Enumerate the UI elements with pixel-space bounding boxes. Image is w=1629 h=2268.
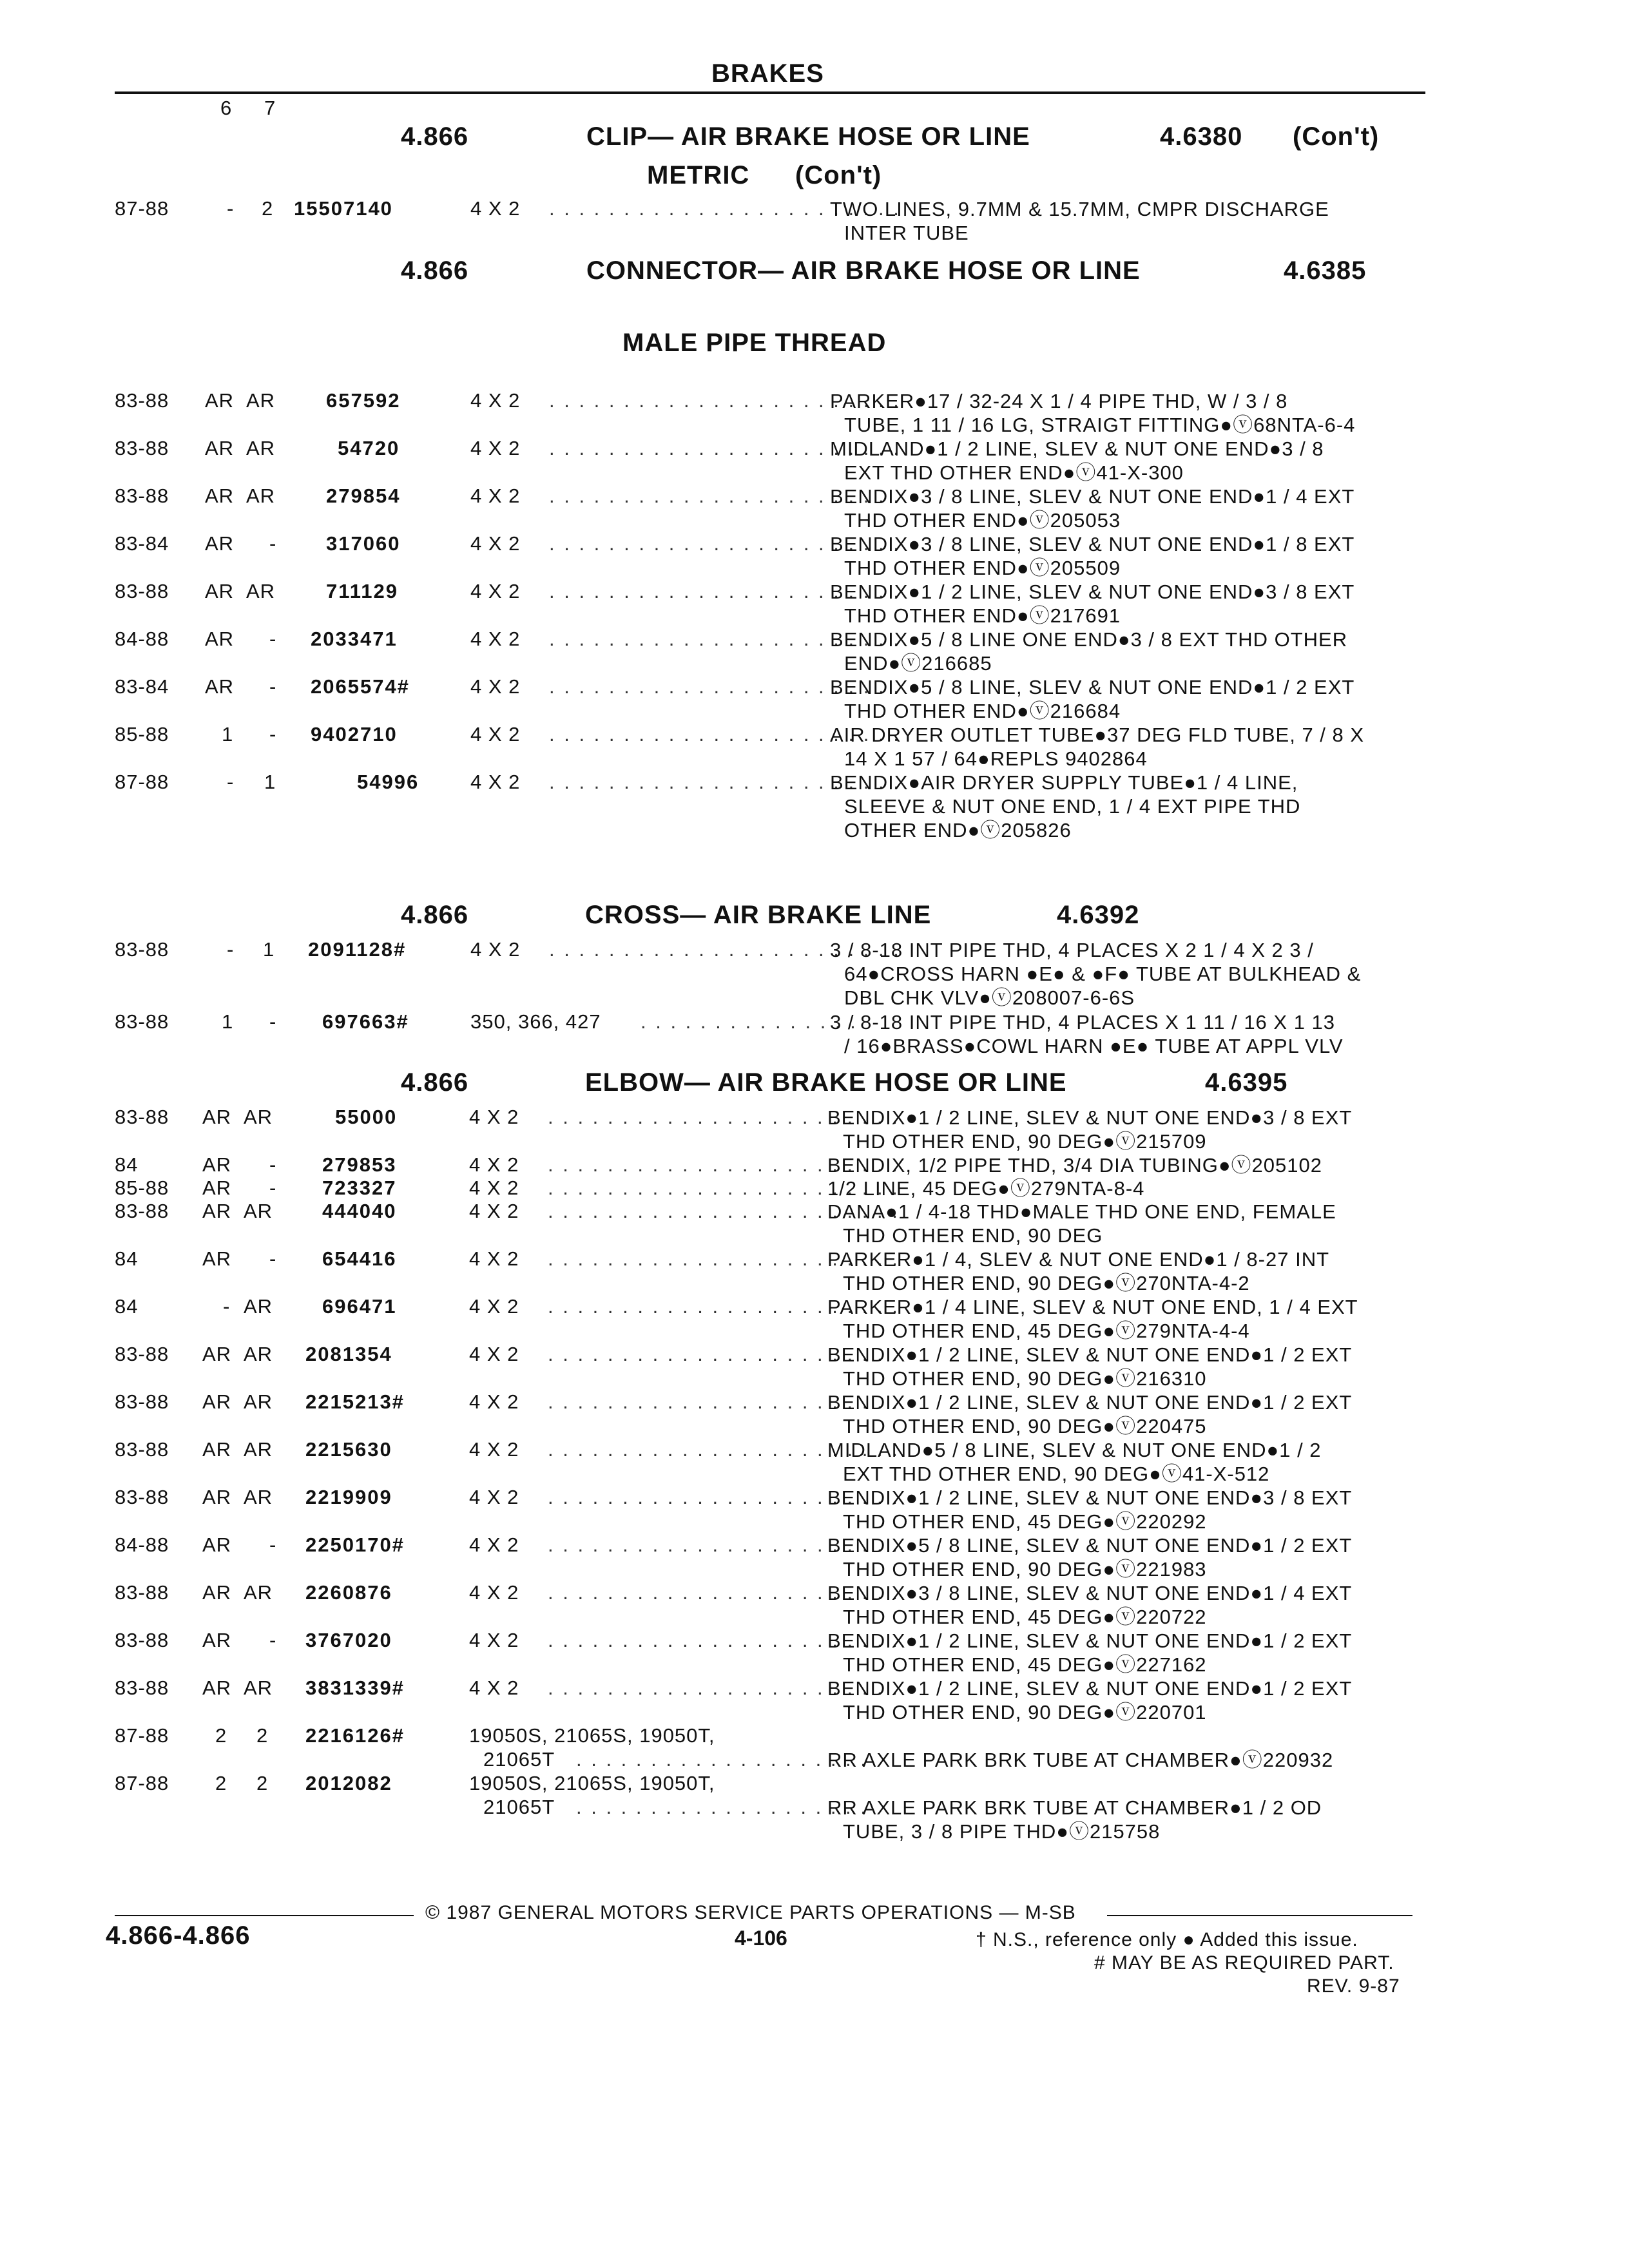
- footer-rule-left: [115, 1915, 414, 1916]
- row-description: THD OTHER END●ⓥ216684: [844, 700, 1121, 722]
- footer-page-number: 4-106: [735, 1927, 787, 1950]
- row-qty-6: AR: [202, 1177, 232, 1199]
- row-part-number: 2216126#: [305, 1724, 405, 1747]
- row-description: AIR DRYER OUTLET TUBE●37 DEG FLD TUBE, 7 / 8 X: [830, 724, 1365, 746]
- row-model: 4 X 2: [469, 1486, 519, 1508]
- footer-rule-right: [1107, 1915, 1412, 1916]
- row-description: THD OTHER END, 45 DEG●ⓥ220722: [843, 1606, 1207, 1628]
- row-part-number: 2091128#: [308, 938, 407, 961]
- row-description: BENDIX●5 / 8 LINE, SLEV & NUT ONE END●1 / 2 EXT: [830, 676, 1355, 698]
- row-description: THD OTHER END, 45 DEG●ⓥ227162: [843, 1653, 1207, 1676]
- footer-revision: REV. 9-87: [1307, 1975, 1400, 1997]
- row-description: RR AXLE PARK BRK TUBE AT CHAMBER●ⓥ220932: [827, 1749, 1334, 1771]
- row-description: INTER TUBE: [844, 222, 969, 244]
- row-years: 83-88: [115, 1581, 169, 1604]
- row-part-number: 2081354: [305, 1343, 392, 1365]
- row-qty-6: 1: [222, 1010, 234, 1033]
- row-qty-7: -: [269, 723, 277, 745]
- row-qty-6: AR: [202, 1438, 232, 1461]
- row-years: 83-88: [115, 938, 169, 961]
- row-qty-6: AR: [205, 675, 235, 698]
- row-years: 84: [115, 1153, 139, 1176]
- row-part-number: 2215630: [305, 1438, 392, 1461]
- row-qty-6: AR: [202, 1200, 232, 1222]
- row-description: THD OTHER END, 90 DEG●ⓥ220475: [843, 1415, 1207, 1437]
- row-qty-7: -: [269, 1153, 277, 1176]
- row-qty-7: AR: [244, 1486, 273, 1508]
- row-part-number: 2065574#: [311, 675, 410, 698]
- row-part-number: 54996: [357, 771, 419, 793]
- row-qty-7: 1: [264, 771, 276, 793]
- row-part-number: 3831339#: [305, 1677, 405, 1699]
- row-description: TWO LINES, 9.7MM & 15.7MM, CMPR DISCHARGE: [830, 198, 1329, 220]
- row-qty-6: 1: [222, 723, 234, 745]
- footer-legend-note: † N.S., reference only ● Added this issue.: [976, 1929, 1358, 1950]
- row-qty-6: AR: [202, 1343, 232, 1365]
- row-model: 4 X 2: [469, 1247, 519, 1270]
- row-qty-7: AR: [246, 485, 276, 507]
- row-model: 4 X 2: [470, 532, 521, 555]
- row-qty-6: AR: [205, 437, 235, 459]
- row-qty-6: AR: [202, 1247, 232, 1270]
- row-model: 4 X 2: [470, 437, 521, 459]
- row-part-number: 3767020: [305, 1629, 392, 1651]
- row-years: 83-88: [115, 1438, 169, 1461]
- row-model: 4 X 2: [470, 771, 521, 793]
- row-part-number: 444040: [322, 1200, 397, 1222]
- row-model: 4 X 2: [469, 1295, 519, 1318]
- row-part-number: 279853: [322, 1153, 397, 1176]
- row-model: 19050S, 21065S, 19050T,: [469, 1724, 715, 1747]
- row-model: 4 X 2: [469, 1629, 519, 1651]
- row-description: BENDIX●1 / 2 LINE, SLEV & NUT ONE END●3 / 8 EXT: [827, 1106, 1353, 1129]
- row-description: END●ⓥ216685: [844, 652, 992, 675]
- row-part-number: 317060: [326, 532, 401, 555]
- row-description: EXT THD OTHER END●ⓥ41-X-300: [844, 461, 1184, 484]
- catalog-page: BRAKES 6 7 4.866 CLIP— AIR BRAKE HOSE OR LINE 4.6380 (Con't) METRIC (Con't) 87-88 - 2 15507140 4 X 2 . . . . . . . . . . . . . . . . . . . . . . . . TWO LINES, 9.7MM & 15.7MM, CMPR DISCHARGE INTER TUBE 4.866 CONNECTOR— AIR BRAKE HOSE OR LINE 4.6385 MALE PIPE THREAD 83-88 AR AR 657592 4 X 2 . . . . . . . . . . . . . . . . . . . . . . . . PARKER●17 / 32-24 X 1 / 4 PIPE THD, W / 3 / 8 TUBE, 1 11 / 16 LG, STRAIGT FITTING●ⓥ68NTA-6-4 83-88 AR AR 54720 4 X 2 . . . . . . . . . . . . . . . . . . . . . . . . MIDLAND●1 / 2 LINE, SLEV & NUT ONE END●3 / 8 EXT THD OTHER END●ⓥ41-X-300 83-88 AR AR 279854 4 X 2 . . . . . . . . . . . . . . . . . . . . . . . . BENDIX●3 / 8 LINE, SLEV & NUT ONE END●1 / 4 EXT THD OTHER END●ⓥ205053 83-84 AR - 317060 4 X 2 . . . . . . . . . . . . . . . . . . . . . . . . BENDIX●3 / 8 LINE, SLEV & NUT ONE END●1 / 8 EXT THD OTHER END●ⓥ205509 83-88 AR AR 711129 4 X 2 . . . . . . . . . . . . . . . . . . . . . . . . BENDIX●1 / 2 LINE, SLEV & NUT ONE END●3 / 8 EXT THD OTHER END●ⓥ217691 84-88 AR - 2033471 4 X 2 . . . . . . . . . . . . . . . . . . . . . . . . BENDIX●5 / 8 LINE ONE END●3 / 8 EXT THD OTHER END●ⓥ216685 83-84 AR - 2065574# 4 X 2 . . . . . . . . . . . . . . . . . . . . . . . . BENDIX●5 / 8 LINE, SLEV & NUT ONE END●1 / 2 EXT THD OTHER END●ⓥ216684 85-88 1 - 9402710 4 X 2 . . . . . . . . . . . . . . . . . . . . . . . . AIR DRYER OUTLET TUBE●37 DEG FLD TUBE, 7 / 8 X 14 X 1 57 / 64●REPLS 9402864 87-88 - 1 54996 4 X 2 . . . . . . . . . . . . . . . . . . . . . . . . BENDIX●AIR DRYER SUPPLY TUBE●1 / 4 LINE, SLEEVE & NUT ONE END, 1 / 4 EXT PIPE THD OTHER END●ⓥ205826 4.866 CROSS— AIR BRAKE LINE 4.6392 83-88 - 1 2091128# 4 X 2 . . . . . . . . . . . . . . . . . . . . . . . . 3 / 8-18 INT PIPE THD, 4 PLACES X 2 1 / 4 X 2 3 / 64●CROSS HARN ●E● & ●F● TUBE AT BULKHEAD & DBL CHK VLV●ⓥ208007-6-6S 83-88 1 - 697663# 350, 366, 427 . . . . . . . . . . . . . . . 3 / 8-18 INT PIPE THD, 4 PLACES X 1 11 / 16 X 1 13 / 16●BRASS●COWL HARN ●E● TUBE AT APPL VLV 4.866 ELBOW— AIR BRAKE HOSE OR LINE 4.6395 83-88 AR AR 55000 4 X 2 . . . . . . . . . . . . . . . . . . . . . . . . BENDIX●1 / 2 LINE, SLEV & NUT ONE END●3 / 8 EXT THD OTHER END, 90 DEG●ⓥ215709 84 AR - 279853 4 X 2 . . . . . . . . . . . . . . . . . . . . . . . . BENDIX, 1/2 PIPE THD, 3/4 DIA TUBING●ⓥ205102 85-88 AR - 723327 4 X 2 . . . . . . . . . . . . . . . . . . . . . . . . 1/2 LINE, 45 DEG●ⓥ279NTA-8-4 83-88 AR AR 444040 4 X 2 . . . . . . . . . . . . . . . . . . . . . . . . DANA●1 / 4-18 THD●MALE THD ONE END, FEMALE THD OTHER END, 90 DEG 84 AR - 654416 4 X 2 . . . . . . . . . . . . . . . . . . . . . . . . PARKER●1 / 4, SLEV & NUT ONE END●1 / 8-27 INT THD OTHER END, 90 DEG●ⓥ270NTA-4-2 84 - AR 696471 4 X 2 . . . . . . . . . . . . . . . . . . . . . . . . PARKER●1 / 4 LINE, SLEV & NUT ONE END, 1 / 4 EXT THD OTHER END, 45 DEG●ⓥ279NTA-4-4 83-88 AR AR 2081354 4 X 2 . . . . . . . . . . . . . . . . . . . . . . . . BENDIX●1 / 2 LINE, SLEV & NUT ONE END●1 / 2 EXT THD OTHER END, 90 DEG●ⓥ216310 83-88 AR AR 2215213# 4 X 2 . . . . . . . . . . . . . . . . . . . . . . . . BENDIX●1 / 2 LINE, SLEV & NUT ONE END●1 / 2 EXT THD OTHER END, 90 DEG●ⓥ220475 83-88 AR AR 2215630 4 X 2 . . . . . . . . . . . . . . . . . . . . . . . . MIDLAND●5 / 8 LINE, SLEV & NUT ONE END●1 / 2 EXT THD OTHER END, 90 DEG●ⓥ41-X-512 83-88 AR AR 2219909 4 X 2 . . . . . . . . . . . . . . . . . . . . . . . . BENDIX●1 / 2 LINE, SLEV & NUT ONE END●3 / 8 EXT THD OTHER END, 45 DEG●ⓥ220292 84-88 AR - 2250170# 4 X 2 . . . . . . . . . . . . . . . . . . . . . . . . BENDIX●5 / 8 LINE, SLEV & NUT ONE END●1 / 2 EXT THD OTHER END, 90 DEG●ⓥ221983 83-88 AR AR 2260876 4 X 2 . . . . . . . . . . . . . . . . . . . . . . . . BENDIX●3 / 8 LINE, SLEV & NUT ONE END●1 / 4 EXT THD OTHER END, 45 DEG●ⓥ220722 83-88 AR - 3767020 4 X 2 . . . . . . . . . . . . . . . . . . . . . . . . BENDIX●1 / 2 LINE, SLEV & NUT ONE END●1 / 2 EXT THD OTHER END, 45 DEG●ⓥ227162 83-88 AR AR 3831339# 4 X 2 . . . . . . . . . . . . . . . . . . . . . . . . BENDIX●1 / 2 LINE, SLEV & NUT ONE END●1 / 2 EXT THD OTHER END, 90 DEG●ⓥ220701 87-88 2 2 2216126# 19050S, 21065S, 19050T, 21065T . . . . . . . . . . . . . . . . . . . . RR AXLE PARK BRK TUBE AT CHAMBER●ⓥ220932 87-88 2 2 2012082 19050S, 21065S, 19050T, 21065T . . . . . . . . . . . . . . . . . . . . RR AXLE PARK BRK TUBE AT CHAMBER●1 / 2 OD TUBE, 3 / 8 PIPE THD●ⓥ215758 © 1987 GENERAL MOTORS SERVICE PARTS OPERATIONS — M-SB 4.866-4.866 4-106 † N.S., reference only ● Added this issue. # MAY BE AS REQUIRED PART. REV. 9-87: [0, 0, 1629, 2268]
- row-qty-6: -: [227, 197, 235, 220]
- row-qty-7: -: [269, 1177, 277, 1199]
- row-qty-7: 2: [256, 1724, 269, 1747]
- row-qty-6: AR: [205, 580, 235, 602]
- row-qty-7: AR: [244, 1438, 273, 1461]
- row-model: 4 X 2: [469, 1581, 519, 1604]
- row-years: 87-88: [115, 771, 169, 793]
- row-model: 21065T: [483, 1796, 555, 1818]
- row-years: 85-88: [115, 723, 169, 745]
- row-qty-7: -: [269, 675, 277, 698]
- row-description: 64●CROSS HARN ●E● & ●F● TUBE AT BULKHEAD &: [844, 963, 1362, 985]
- row-qty-6: AR: [202, 1533, 232, 1556]
- row-description: THD OTHER END, 45 DEG●ⓥ220292: [843, 1510, 1207, 1533]
- row-part-number: 279854: [326, 485, 401, 507]
- row-years: 83-88: [115, 389, 169, 412]
- row-description: BENDIX●1 / 2 LINE, SLEV & NUT ONE END●1 / 2 EXT: [827, 1391, 1353, 1414]
- row-description: PARKER●17 / 32-24 X 1 / 4 PIPE THD, W / 3 / 8: [830, 390, 1288, 412]
- row-part-number: 54720: [338, 437, 400, 459]
- row-years: 85-88: [115, 1177, 169, 1199]
- row-years: 83-88: [115, 437, 169, 459]
- section-code: 4.6385: [1284, 256, 1367, 285]
- row-qty-7: AR: [244, 1200, 273, 1222]
- row-description: 14 X 1 57 / 64●REPLS 9402864: [844, 747, 1148, 770]
- section-code: 4.6395: [1205, 1068, 1288, 1097]
- row-description: THD OTHER END●ⓥ217691: [844, 604, 1121, 627]
- row-description: MIDLAND●5 / 8 LINE, SLEV & NUT ONE END●1 / 2: [827, 1439, 1322, 1461]
- col-header-7: 7: [264, 97, 276, 119]
- row-model: 4 X 2: [469, 1438, 519, 1461]
- row-qty-7: AR: [244, 1106, 273, 1128]
- row-qty-6: 2: [215, 1724, 227, 1747]
- row-model: 4 X 2: [470, 580, 521, 602]
- row-model: 4 X 2: [470, 628, 521, 650]
- row-description: BENDIX●1 / 2 LINE, SLEV & NUT ONE END●3 / 8 EXT: [827, 1486, 1353, 1509]
- section-title: CLIP— AIR BRAKE HOSE OR LINE: [586, 122, 1030, 151]
- row-qty-6: AR: [202, 1486, 232, 1508]
- row-qty-7: AR: [244, 1581, 273, 1604]
- row-part-number: 9402710: [311, 723, 398, 745]
- row-years: 87-88: [115, 197, 169, 220]
- row-description: BENDIX●3 / 8 LINE, SLEV & NUT ONE END●1 / 4 EXT: [827, 1582, 1353, 1604]
- row-description: THD OTHER END●ⓥ205509: [844, 557, 1121, 579]
- row-description: PARKER●1 / 4 LINE, SLEV & NUT ONE END, 1 / 4 EXT: [827, 1296, 1358, 1318]
- row-qty-7: 1: [263, 938, 275, 961]
- row-years: 84: [115, 1247, 139, 1270]
- footer-legend-note: # MAY BE AS REQUIRED PART.: [1094, 1952, 1394, 1974]
- row-qty-7: 2: [256, 1772, 269, 1794]
- row-qty-6: AR: [202, 1390, 232, 1413]
- row-years: 84: [115, 1295, 139, 1318]
- row-description: BENDIX●1 / 2 LINE, SLEV & NUT ONE END●3 / 8 EXT: [830, 581, 1355, 603]
- section-title: CONNECTOR— AIR BRAKE HOSE OR LINE: [586, 256, 1141, 285]
- row-model: 4 X 2: [470, 389, 521, 412]
- row-part-number: 2215213#: [305, 1390, 405, 1413]
- row-years: 83-88: [115, 1010, 169, 1033]
- row-qty-7: AR: [244, 1390, 273, 1413]
- row-description: BENDIX●AIR DRYER SUPPLY TUBE●1 / 4 LINE,: [830, 771, 1298, 794]
- row-description: TUBE, 3 / 8 PIPE THD●ⓥ215758: [843, 1820, 1161, 1843]
- row-description: DBL CHK VLV●ⓥ208007-6-6S: [844, 986, 1135, 1009]
- row-qty-7: -: [269, 1629, 277, 1651]
- row-description: THD OTHER END, 90 DEG●ⓥ215709: [843, 1130, 1207, 1153]
- row-description: / 16●BRASS●COWL HARN ●E● TUBE AT APPL VLV: [844, 1035, 1344, 1057]
- row-description: 1/2 LINE, 45 DEG●ⓥ279NTA-8-4: [827, 1177, 1145, 1200]
- footer-copyright: © 1987 GENERAL MOTORS SERVICE PARTS OPERATIONS — M-SB: [425, 1902, 1076, 1923]
- row-description: EXT THD OTHER END, 90 DEG●ⓥ41-X-512: [843, 1463, 1270, 1485]
- row-years: 83-88: [115, 1390, 169, 1413]
- footer-section-range: 4.866-4.866: [106, 1921, 251, 1950]
- row-model: 4 X 2: [470, 938, 521, 961]
- row-model: 4 X 2: [469, 1200, 519, 1222]
- row-description: BENDIX●1 / 2 LINE, SLEV & NUT ONE END●1 / 2 EXT: [827, 1343, 1353, 1366]
- row-years: 83-88: [115, 485, 169, 507]
- row-description: SLEEVE & NUT ONE END, 1 / 4 EXT PIPE THD: [844, 795, 1301, 818]
- row-years: 83-88: [115, 1629, 169, 1651]
- row-description: BENDIX●3 / 8 LINE, SLEV & NUT ONE END●1 / 8 EXT: [830, 533, 1355, 555]
- row-part-number: 697663#: [322, 1010, 409, 1033]
- section-group-number: 4.866: [401, 122, 469, 151]
- row-part-number: 2219909: [305, 1486, 392, 1508]
- row-years: 84-88: [115, 628, 169, 650]
- subsection-continued: (Con't): [795, 161, 882, 189]
- row-qty-6: AR: [202, 1153, 232, 1176]
- subsection-title: METRIC: [647, 161, 750, 189]
- row-description: BENDIX●1 / 2 LINE, SLEV & NUT ONE END●1 / 2 EXT: [827, 1629, 1353, 1652]
- row-qty-7: -: [269, 1010, 277, 1033]
- section-continued: (Con't): [1293, 122, 1380, 151]
- row-qty-6: AR: [205, 485, 235, 507]
- row-qty-6: -: [223, 1295, 231, 1318]
- section-code: 4.6392: [1057, 901, 1140, 929]
- row-description: THD OTHER END●ⓥ205053: [844, 509, 1121, 532]
- section-group-number: 4.866: [401, 256, 469, 285]
- row-qty-7: AR: [246, 389, 276, 412]
- row-description: THD OTHER END, 90 DEG●ⓥ270NTA-4-2: [843, 1272, 1250, 1294]
- row-qty-7: AR: [244, 1295, 273, 1318]
- row-qty-7: AR: [246, 437, 276, 459]
- row-description: THD OTHER END, 90 DEG●ⓥ221983: [843, 1558, 1207, 1581]
- row-description: BENDIX●3 / 8 LINE, SLEV & NUT ONE END●1 / 4 EXT: [830, 485, 1355, 508]
- row-years: 87-88: [115, 1724, 169, 1747]
- row-part-number: 657592: [326, 389, 401, 412]
- row-qty-6: AR: [202, 1629, 232, 1651]
- row-part-number: 2033471: [311, 628, 398, 650]
- page-title: BRAKES: [711, 59, 824, 88]
- row-years: 87-88: [115, 1772, 169, 1794]
- row-years: 83-88: [115, 1106, 169, 1128]
- row-description: RR AXLE PARK BRK TUBE AT CHAMBER●1 / 2 OD: [827, 1796, 1322, 1819]
- section-group-number: 4.866: [401, 1068, 469, 1097]
- row-qty-6: -: [227, 938, 235, 961]
- row-model: 4 X 2: [469, 1533, 519, 1556]
- section-title: ELBOW— AIR BRAKE HOSE OR LINE: [585, 1068, 1067, 1097]
- row-description: THD OTHER END, 90 DEG●ⓥ216310: [843, 1367, 1207, 1390]
- row-model: 4 X 2: [469, 1677, 519, 1699]
- row-description: PARKER●1 / 4, SLEV & NUT ONE END●1 / 8-27 INT: [827, 1248, 1330, 1271]
- row-model: 4 X 2: [469, 1177, 519, 1199]
- row-model: 4 X 2: [470, 723, 521, 745]
- row-part-number: 2260876: [305, 1581, 392, 1604]
- row-qty-7: -: [269, 532, 277, 555]
- row-description: 3 / 8-18 INT PIPE THD, 4 PLACES X 2 1 / 4 X 2 3 /: [830, 939, 1314, 961]
- row-qty-7: -: [269, 1247, 277, 1270]
- row-description: BENDIX●5 / 8 LINE ONE END●3 / 8 EXT THD OTHER: [830, 628, 1348, 651]
- row-years: 83-84: [115, 532, 169, 555]
- section-group-number: 4.866: [401, 901, 469, 929]
- row-qty-7: -: [269, 628, 277, 650]
- row-description: BENDIX, 1/2 PIPE THD, 3/4 DIA TUBING●ⓥ205102: [827, 1154, 1322, 1177]
- row-part-number: 723327: [322, 1177, 397, 1199]
- row-qty-6: -: [227, 771, 235, 793]
- row-model: 4 X 2: [470, 197, 521, 220]
- row-years: 83-88: [115, 1486, 169, 1508]
- row-model: 4 X 2: [470, 485, 521, 507]
- row-description: BENDIX●5 / 8 LINE, SLEV & NUT ONE END●1 / 2 EXT: [827, 1534, 1353, 1557]
- row-part-number: 654416: [322, 1247, 397, 1270]
- row-qty-6: AR: [202, 1106, 232, 1128]
- row-model: 19050S, 21065S, 19050T,: [469, 1772, 715, 1794]
- row-model: 4 X 2: [469, 1390, 519, 1413]
- row-qty-6: AR: [205, 532, 235, 555]
- row-part-number: 711129: [326, 580, 399, 602]
- row-model: 350, 366, 427: [470, 1010, 601, 1033]
- row-years: 83-88: [115, 1200, 169, 1222]
- row-part-number: 2012082: [305, 1772, 392, 1794]
- row-description: THD OTHER END, 90 DEG: [843, 1224, 1103, 1247]
- row-model: 4 X 2: [469, 1153, 519, 1176]
- row-qty-7: -: [269, 1533, 277, 1556]
- section-title: CROSS— AIR BRAKE LINE: [585, 901, 932, 929]
- row-description: TUBE, 1 11 / 16 LG, STRAIGT FITTING●ⓥ68NTA-6-4: [844, 414, 1356, 436]
- row-part-number: 55000: [335, 1106, 398, 1128]
- row-model: 21065T: [483, 1748, 555, 1771]
- row-part-number: 2250170#: [305, 1533, 405, 1556]
- row-part-number: 696471: [322, 1295, 397, 1318]
- col-header-6: 6: [220, 97, 233, 119]
- row-years: 83-88: [115, 580, 169, 602]
- row-years: 83-88: [115, 1343, 169, 1365]
- row-qty-6: 2: [215, 1772, 227, 1794]
- row-years: 83-84: [115, 675, 169, 698]
- row-qty-6: AR: [205, 389, 235, 412]
- subsection-title: MALE PIPE THREAD: [622, 329, 887, 357]
- row-qty-7: AR: [244, 1677, 273, 1699]
- row-qty-7: 2: [262, 197, 274, 220]
- row-qty-6: AR: [202, 1677, 232, 1699]
- row-part-number: 15507140: [294, 197, 393, 220]
- header-rule: [115, 91, 1425, 94]
- row-description: 3 / 8-18 INT PIPE THD, 4 PLACES X 1 11 / 16 X 1 13: [830, 1011, 1336, 1033]
- row-years: 84-88: [115, 1533, 169, 1556]
- row-qty-7: AR: [244, 1343, 273, 1365]
- row-description: MIDLAND●1 / 2 LINE, SLEV & NUT ONE END●3 / 8: [830, 437, 1324, 460]
- row-description: THD OTHER END, 45 DEG●ⓥ279NTA-4-4: [843, 1320, 1250, 1342]
- row-qty-6: AR: [202, 1581, 232, 1604]
- section-code: 4.6380: [1160, 122, 1243, 151]
- row-description: DANA●1 / 4-18 THD●MALE THD ONE END, FEMALE: [827, 1200, 1336, 1223]
- row-qty-6: AR: [205, 628, 235, 650]
- row-description: THD OTHER END, 90 DEG●ⓥ220701: [843, 1701, 1207, 1724]
- row-years: 83-88: [115, 1677, 169, 1699]
- row-model: 4 X 2: [469, 1106, 519, 1128]
- row-description: BENDIX●1 / 2 LINE, SLEV & NUT ONE END●1 / 2 EXT: [827, 1677, 1353, 1700]
- row-model: 4 X 2: [469, 1343, 519, 1365]
- row-description: OTHER END●ⓥ205826: [844, 819, 1072, 841]
- row-qty-7: AR: [246, 580, 276, 602]
- row-model: 4 X 2: [470, 675, 521, 698]
